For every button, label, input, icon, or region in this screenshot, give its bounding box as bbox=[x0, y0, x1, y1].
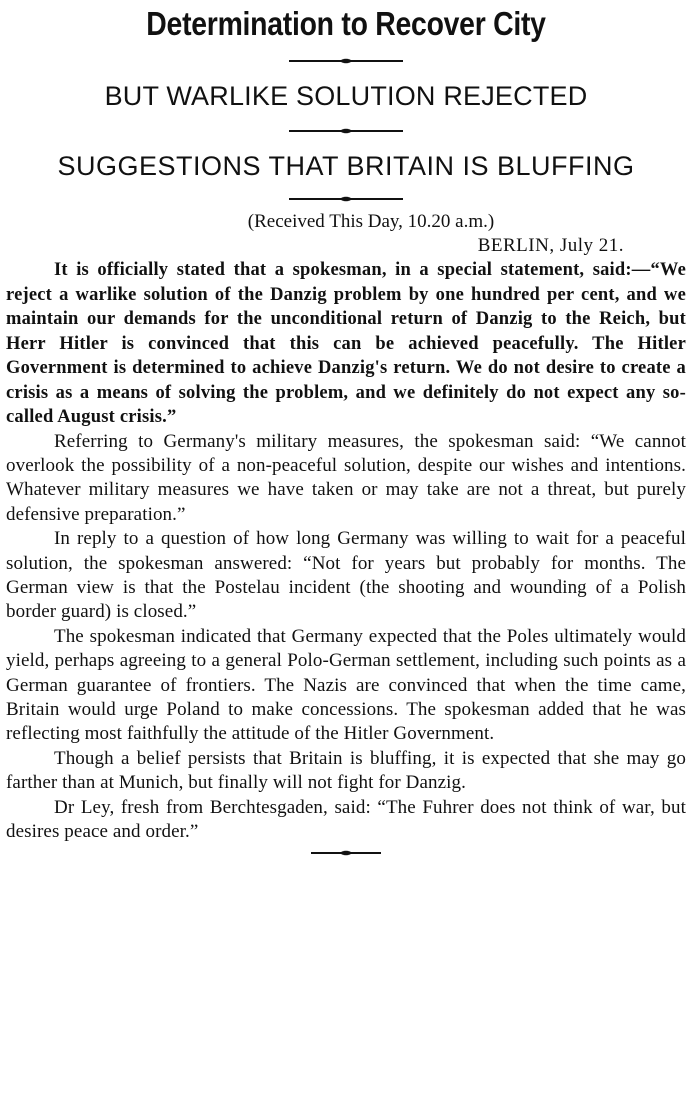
paragraph: Referring to Germany's military measures, the spokesman said: “We cannot overlook the possibility of a non-peaceful solution, despite our wishes and intentions. Whatever military measures we have taken or may take are not a threat, but purely defensive preparation.” bbox=[6, 430, 686, 525]
dateline: BERLIN, July 21. bbox=[477, 235, 624, 256]
divider bbox=[289, 60, 403, 62]
paragraph: It is officially stated that a spokesman, in a special statement, said:—“We reject a warlike solution of the Danzig problem by one hundred per cent, and we maintain our demands for the unconditional return of Danzig to the Reich, but Herr Hitler is convinced that this can be achieved peacefully. The Hitler Government is determined to achieve Danzig's return. We do not desire to create a crisis as a means of solving the problem, and we definitely do not expect any so-called August crisis.” bbox=[6, 260, 686, 427]
paragraph: In reply to a question of how long Germany was willing to wait for a peaceful solution, the spokesman answered: “Not for years but probably for months. The German view is that the Postelau incident (the shooting and wounding of a Polish border guard) is closed.” bbox=[6, 528, 686, 623]
headline: Determination to Recover City bbox=[146, 5, 546, 42]
lead-paragraph-block bbox=[6, 258, 686, 430]
subheadline: SUGGESTIONS THAT BRITAIN IS BLUFFING bbox=[57, 151, 635, 181]
received-note: (Received This Day, 10.20 a.m.) bbox=[247, 211, 495, 232]
body-paragraphs bbox=[6, 430, 686, 845]
paragraph: Though a belief persists that Britain is bluffing, it is expected that she may go farther than at Munich, but finally will not fight for Danzig. bbox=[6, 747, 686, 794]
paragraph: The spokesman indicated that Germany expected that the Poles ultimately would yield, perhaps agreeing to a general Polo-German settlement, including such points as a German guarantee of frontiers. The Nazis are convinced that when the time came, Britain would urge Poland to make concessions. The spokesman added that he was reflecting most faithfully the attitude of the Hitler Government. bbox=[6, 625, 686, 745]
article-body bbox=[0, 258, 692, 844]
end-divider bbox=[311, 852, 381, 854]
subheadline: BUT WARLIKE SOLUTION REJECTED bbox=[104, 81, 588, 111]
divider bbox=[289, 130, 403, 132]
paragraph: Dr Ley, fresh from Berchtesgaden, said: “The Fuhrer does not think of war, but desires peace and order.” bbox=[6, 796, 686, 842]
divider bbox=[289, 198, 403, 200]
